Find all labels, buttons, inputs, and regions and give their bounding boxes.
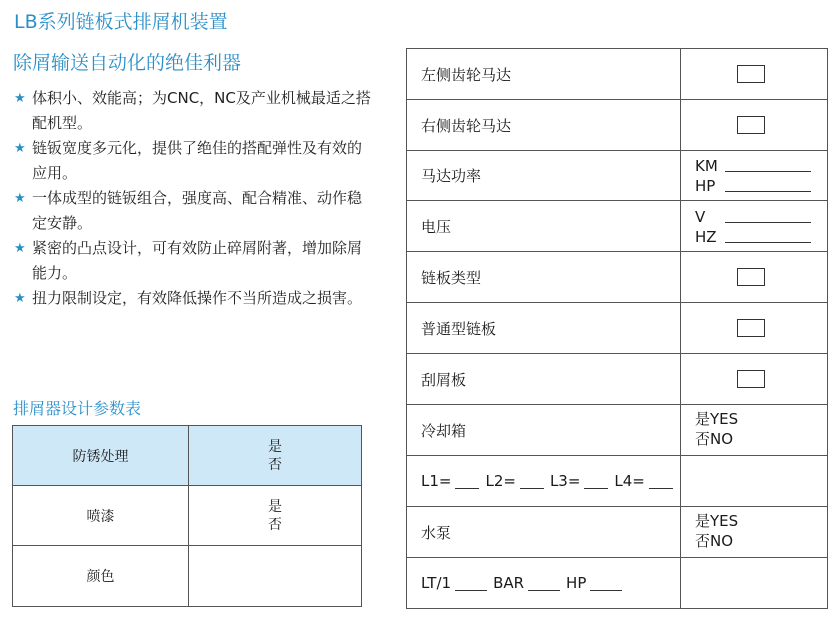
option-no[interactable]: 否NO xyxy=(695,532,734,550)
checkbox[interactable] xyxy=(737,116,765,134)
feature-text: 体积小、效能高；为CNC，NC及产业机械最适之搭配机型。 xyxy=(32,89,371,132)
fill-line[interactable] xyxy=(725,242,811,243)
lt-label: LT/1 xyxy=(421,574,452,592)
table-cell-label: 颜色 xyxy=(13,546,189,606)
option-no[interactable]: 否 xyxy=(268,516,282,533)
value-cell xyxy=(681,49,827,99)
feature-text: 一体成型的链钣组合，强度高、配合精准、动作稳定安静。 xyxy=(32,189,363,232)
table-row xyxy=(13,426,361,486)
checkbox[interactable] xyxy=(737,319,765,337)
value-cell xyxy=(681,405,827,455)
value-cell xyxy=(681,507,827,557)
option-yes[interactable]: 是YES xyxy=(695,410,739,428)
star-icon: ★ xyxy=(14,91,26,106)
value-cell xyxy=(681,100,827,150)
fill-line[interactable] xyxy=(725,222,811,223)
feature-list xyxy=(14,86,374,311)
checkbox[interactable] xyxy=(737,370,765,388)
checkbox[interactable] xyxy=(737,268,765,286)
table-row xyxy=(407,303,827,354)
table-cell-options xyxy=(189,426,361,485)
table-row xyxy=(13,486,361,546)
fill-line[interactable] xyxy=(590,576,622,591)
row-label: 左侧齿轮马达 xyxy=(407,49,681,99)
table-cell-options xyxy=(189,486,361,545)
value-cell xyxy=(681,354,827,404)
value-cell[interactable] xyxy=(681,558,827,608)
params-table-title: 排屑器设计参数表 xyxy=(13,399,142,418)
length-label-l1: L1= xyxy=(421,472,452,490)
table-row xyxy=(407,354,827,405)
length-label-l2: L2= xyxy=(485,472,516,490)
value-cell xyxy=(681,201,827,251)
checkbox[interactable] xyxy=(737,65,765,83)
star-icon: ★ xyxy=(14,141,26,156)
length-label-l4: L4= xyxy=(614,472,645,490)
fill-line[interactable] xyxy=(584,474,608,489)
value-cell xyxy=(681,303,827,353)
table-row xyxy=(407,100,827,151)
row-label: 水泵 xyxy=(407,507,681,557)
value-cell xyxy=(681,252,827,302)
feature-item xyxy=(14,186,374,236)
star-icon: ★ xyxy=(14,241,26,256)
section-title: 除屑输送自动化的绝佳利器 xyxy=(13,52,242,74)
option-no[interactable]: 否 xyxy=(268,456,282,473)
row-label: 右侧齿轮马达 xyxy=(407,100,681,150)
option-yes[interactable]: 是 xyxy=(268,498,282,515)
bar-label: BAR xyxy=(493,574,525,592)
row-label: 普通型链板 xyxy=(407,303,681,353)
fill-line[interactable] xyxy=(725,191,811,192)
feature-item xyxy=(14,236,374,286)
table-row xyxy=(407,201,827,252)
fill-line[interactable] xyxy=(725,171,811,172)
spec-table xyxy=(406,48,828,609)
feature-item xyxy=(14,136,374,186)
table-cell-label: 防锈处理 xyxy=(13,426,189,485)
option-no[interactable]: 否NO xyxy=(695,430,734,448)
value-cell xyxy=(681,151,827,200)
length-label-l3: L3= xyxy=(549,472,581,490)
row-label: 链板类型 xyxy=(407,252,681,302)
fill-line[interactable] xyxy=(520,474,544,489)
fill-line[interactable] xyxy=(649,474,673,489)
length-fields xyxy=(407,456,681,506)
page-title: LB系列链板式排屑机装置 xyxy=(14,11,228,33)
fill-line[interactable] xyxy=(528,576,560,591)
table-row xyxy=(13,546,361,606)
star-icon: ★ xyxy=(14,191,26,206)
unit-label: KM xyxy=(695,157,718,175)
row-label: 电压 xyxy=(407,201,681,251)
feature-item xyxy=(14,286,374,311)
table-row xyxy=(407,507,827,558)
option-yes[interactable]: 是YES xyxy=(695,512,739,530)
unit-label: V xyxy=(695,208,706,226)
star-icon: ★ xyxy=(14,291,26,306)
fill-line[interactable] xyxy=(455,474,479,489)
hp-label: HP xyxy=(566,574,587,592)
option-yes[interactable]: 是 xyxy=(268,438,282,455)
table-row xyxy=(407,405,827,456)
row-label: 冷却箱 xyxy=(407,405,681,455)
row-label: 马达功率 xyxy=(407,151,681,200)
row-label: 刮屑板 xyxy=(407,354,681,404)
unit-label: HZ xyxy=(695,228,717,246)
unit-label: HP xyxy=(695,177,716,195)
table-cell-label: 喷漆 xyxy=(13,486,189,545)
pump-spec-fields xyxy=(407,558,681,608)
fill-line[interactable] xyxy=(455,576,487,591)
table-row xyxy=(407,252,827,303)
feature-item xyxy=(14,86,374,136)
feature-text: 扭力限制设定，有效降低操作不当所造成之损害。 xyxy=(32,289,363,307)
params-table xyxy=(12,425,362,607)
value-cell[interactable] xyxy=(681,456,827,506)
feature-text: 链钣宽度多元化，提供了绝佳的搭配弹性及有效的应用。 xyxy=(32,139,363,182)
table-row xyxy=(407,49,827,100)
table-row xyxy=(407,456,827,507)
color-input-cell[interactable] xyxy=(189,546,361,606)
table-row xyxy=(407,558,827,608)
table-row xyxy=(407,151,827,201)
feature-text: 紧密的凸点设计，可有效防止碎屑附著，增加除屑能力。 xyxy=(32,239,363,282)
